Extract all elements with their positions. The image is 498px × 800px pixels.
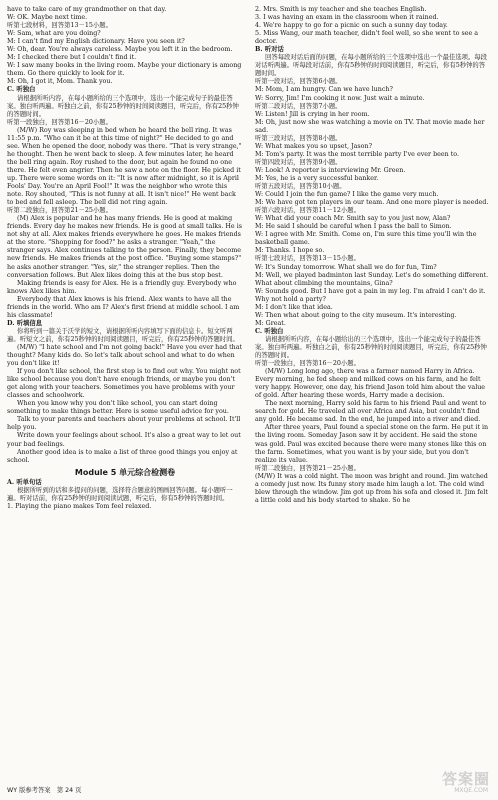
paragraph: 你将听到一篇关于沃学的短文，请根据所听内容填写下面的信息卡。短文听两遍。听短文之前，你有25秒钟的时间阅读题目，听完后，你有25秒钟的答题时间。 [7,327,239,343]
paragraph: W: Sam, what are you doing? [7,30,101,38]
paragraph: Everybody that Alex knows is his friend. Alex wants to have all the friends in the world. Who am I? Alex's first friend at middle school. I am his classmate! [7,295,240,319]
paragraph: have to take care of my grandmother on that day. [7,6,167,13]
watermark-logo [418,768,492,794]
paragraph: 听第四段对话，回答第9小题。 [255,158,342,166]
paragraph: W: It's Sunday tomorrow. What shall we do for fun, Tim? [255,263,437,271]
paragraph: W: Sounds good. But I have got a pain in my leg. I'm afraid I can't do it. Why not hold a party? [255,287,486,303]
paragraph: 2. Mrs. Smith is my teacher and she teaches English. [255,6,427,13]
paragraph: M: Oh, I got it, Mom. Thank you. [7,78,113,86]
paragraph: M: I don't like that idea. [255,303,333,311]
paragraph: W: What did your coach Mr. Smith say to you just now, Alan? [255,215,451,223]
paragraph: M: Oh, just now she was watching a movie on TV. That movie made her sad. [255,118,485,134]
paragraph: 听第三段对话，回答第8小题。 [255,134,342,142]
paragraph: W: Listen! Jill is crying in her room. [255,110,370,118]
paragraph: 听第二段独白，回答第21－25小题。 [7,207,112,215]
paragraph: M: Great. [255,319,286,327]
paragraph: M: He said I should be careful when I pass the ball to Simon. [255,223,452,231]
paragraph: W: Look! A reporter is interviewing Mr. Green. [255,166,406,174]
page-footer: WY 版参考答案 第 24 页 [7,787,82,794]
paragraph: 4. We're happy to go for a picnic on such a sunny day today. [255,22,448,30]
paragraph: M: Well, we played badminton last Sunday. Let's do something different. What about climbing the mountains, Gina? [255,271,489,287]
paragraph: When you know why you don't like school, you can start doing something to make things better. Here is some useful advice for you. [7,400,229,416]
paragraph: Write down your feelings about school. It's also a great way to let out your bad feelings. [7,432,241,448]
paragraph: M: I can't find my English dictionary. Have you seen it? [7,38,185,46]
paragraph: W: Could I join the fun game? I like the game very much. [255,191,439,199]
section-heading: C. 听独白 [255,327,284,335]
module-heading: Module 5 单元综合检测卷 [74,467,176,477]
paragraph: After three years, Paul found a special stone on the farm. He put it in the living room. Someday Jason saw it by accident. He said the stone was gold. Paul was excited because there were many stones like this on the farm. Sometimes, what you want is by your side, but you don't realize its value. [255,424,489,464]
paragraph: W: Oh, dear. You're always careless. Maybe you left it in the bedroom. [7,46,233,54]
watermark-text: 答案圈 [441,770,490,788]
paragraph: 听第一段独白，回答第16－20小题。 [255,360,360,368]
paragraph: 回答每段对话后面的问题，在每小题所给的三个选项中选出一个最佳选项。每段对话听两遍。听每段对话前，你有5秒钟的时间阅读题目，听完后，你有5秒钟的答题时间。 [255,54,488,78]
section-heading: D. 听填信息 [7,319,43,327]
paragraph: (M) Alex is popular and he has many friends. He is good at making friends. Every day he makes new friends. He is good at small talks. He is not shy at all. Alex makes friends everywhere he goes. He makes friends at the store. "Shopping for food?" he asks a stranger. "Yeah," the stranger says. Alex continues talking to the person. Finally, they become new friends. He makes friends at the post office. "Buying some stamps?" he asks another stranger. "Yes, sir," the stranger replies. Then the conversation follows. But Alex likes doing this at the bus stop best. [7,215,242,279]
paragraph: 听第七段材料，回答第13－15小题。 [7,22,112,30]
paragraph: W: I agree with Mr. Smith. Come on, I'm sure this time you'll win the basketball game. [255,231,477,247]
paragraph: M: Tom's party. It was the most terrible party I've ever been to. [255,150,460,158]
section-heading: B. 听对话 [255,46,284,54]
paragraph: W: Sorry, Jim! I'm cooking it now. Just wait a minute. [255,94,425,102]
paragraph: 请根据所听内容，在每小题所给的三个选项中，选出一个能完成句子的最佳答案。独白听两遍。听独白之前，你有25秒钟的时间阅读题目，听完后，你有25秒钟的答题时间。 [7,94,239,118]
paragraph: M: I checked there but I couldn't find it. [7,54,137,62]
paragraph: 5. Miss Wang, our math teacher, didn't feel well, so she went to see a doctor. [255,30,479,46]
paragraph: Talk to your parents and teachers about your problems at school. It'll help you. [7,416,241,432]
paragraph: M: Mom, I am hungry. Can we have lunch? [255,86,393,94]
paragraph: Another good idea is to make a list of three good things you enjoy at school. [7,448,238,464]
paragraph: W: What makes you so upset, Jason? [255,142,372,150]
paragraph: W: I saw many books in the living room. Maybe your dictionary is among them. Go there quickly to look for it. [7,62,242,78]
paragraph: 听第七段对话，回答第13－15小题。 [255,255,360,263]
paragraph: 请根据所听内容，在每小题给出的三个选项中，选出一个能完成句子的最佳答案。独白听两遍。听独白之前，你有25秒钟的时间阅读题目，听完后，你有25秒钟的答题时间。 [255,335,487,360]
paragraph: M: We have got ten players in our team. And one more player is needed. [255,199,489,207]
paragraph: The next morning, Harry sold his farm to his friend Paul and went to search for gold. He traveled all over Africa and Asia, but couldn't find any gold. He became sad. In the end, he jumped into a river and died. [255,400,487,424]
paragraph: W: OK. Maybe next time. [7,14,88,22]
paragraph: (M/W) Roy was sleeping in bed when he heard the bell ring. It was 11:55 p.m. "Who can it be at this time of night?" He decided to go and see. When he opened the door, nobody was there. "That is very strange," he thought. Then he went back to sleep. A few minutes later, he heard the bell ring again. Roy rushed to the door, but again he found no one there. He felt even angrier. Then he saw a note on the floor. He picked it up. There were some words on it: "It is now after midnight, so it is April Fools' Day. You're an April Fool!" It was the neighbor who wrote this note. Roy shouted, "This is not funny at all. It isn't nice!" He went back to bed and fell asleep. The bell did not ring again. [7,126,242,207]
paragraph: 听第六段对话，回答第11－12小题。 [255,207,360,215]
paragraph: If you don't like school, the first step is to find out why. You might not like school because you don't have enough friends, or maybe you don't get along with your teachers. Sometimes you have problems with your classes and schoolwork. [7,368,241,400]
section-heading: A. 听单句话 [7,478,42,486]
paragraph: M: Yes, he is a very successful banker. [255,174,379,182]
paragraph: (M/W) Long long ago, there was a farmer named Harry in Africa. Every morning, he fed sheep and milked cows on his farm, and he felt very happy. However, one day, his friend Jason told him about the value of gold. After hearing these words, Harry made a decision. [255,368,486,400]
paragraph: Making friends is easy for Alex. He is a friendly guy. Everybody who knows Alex likes him. [7,279,237,295]
paragraph: W: Then what about going to the city museum. It's interesting. [255,311,457,319]
paragraph: 听第二段独白，回答第21－25小题。 [255,464,360,472]
paragraph: 3. I was having an exam in the classroom when it rained. [255,14,439,22]
paragraph: (M/W) "I hate school and I'm not going back!" Have you ever had that thought? Many kids do. So let's talk about school and what to do when you don't like it! [7,343,243,368]
paragraph: 听第一段对话，回答第6小题。 [255,78,342,86]
paragraph: 听第二段对话，回答第7小题。 [255,102,342,110]
watermark-url: MXQE.COM [454,787,488,794]
paragraph: 根据所听到的话和多提问的问题，选择符合题意的图画回答问题。每小题听一遍。听对话前，你有25秒钟的时间阅读试题，听完后，你有5秒钟的答题时间。 [7,486,233,502]
paragraph: 听第五段对话，回答第10小题。 [255,183,346,191]
paragraph: M: Thanks. I hope so. [255,247,325,255]
section-heading: C. 听独白 [7,86,36,94]
left-column [7,6,243,511]
right-column [255,6,491,505]
paragraph: (M/W) It was a cold night. The moon was bright and round. Jim watched a comedy just now. Its funny story made him laugh a lot. The cold wind blew through the window. Jim got up from his sofa and closed it. Jim felt a little cold and his body started to shake. So he [255,472,488,504]
paragraph: 听第一段独白，回答第16－20小题。 [7,118,112,126]
paragraph: 1. Playing the piano makes Tom feel relaxed. [7,502,152,510]
